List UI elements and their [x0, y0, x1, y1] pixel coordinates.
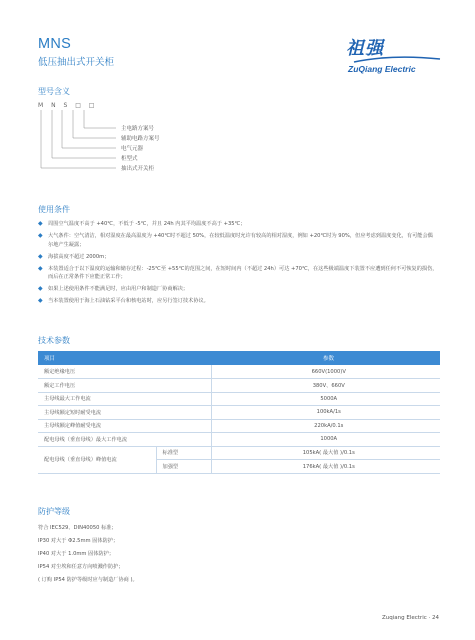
protection-text: [38, 522, 138, 587]
section-tech-title: 技术参数: [38, 336, 70, 345]
diamond-bullet-icon: ◆: [38, 297, 43, 305]
protection-line: IP30 对大于 Φ2.5mm 固体防护；: [38, 538, 119, 544]
diamond-bullet-icon: ◆: [38, 220, 43, 227]
diamond-bullet-icon: ◆: [38, 264, 43, 272]
page-footer: Zuqiang Electric · 24: [382, 615, 439, 621]
header-item: 项目: [38, 351, 211, 365]
table-row: 额定工作电压 380V、660V: [38, 379, 440, 393]
logo-mark: 祖强: [346, 38, 384, 59]
conditions-list: [38, 220, 438, 309]
logo-swoosh-icon: [352, 56, 442, 64]
diamond-bullet-icon: ◆: [38, 231, 43, 239]
page-subtitle: 低压抽出式开关柜: [38, 57, 115, 68]
list-item: ◆ 当本装置使用于海上石油钻采平台和核电站时，应另行签订技术协议。: [38, 297, 209, 305]
model-tree-diagram: [38, 110, 238, 180]
list-item: ◆ 大气条件：空气清洁，相对湿度在最高温度为 +40℃时不超过 50%，在较低温度时允许有较高的相对湿度，例如 +20℃时为 90%，但应考虑到温度变化，有可能会偶尔地产生凝露；: [38, 231, 433, 248]
tree-label-withdrawable: 抽出式开关柜: [121, 166, 155, 172]
list-item: ◆ 海拔高度不超过 2000m；: [38, 252, 110, 260]
list-item: ◆ 周围空气温度不高于 +40℃，不低于 -5℃，并且 24h 内其平均温度不高于 +35℃；: [38, 220, 246, 227]
tree-label-cabinet-type: 柜型式: [121, 156, 138, 162]
tech-params-table: [38, 351, 440, 474]
diamond-bullet-icon: ◆: [38, 285, 43, 293]
diamond-bullet-icon: ◆: [38, 252, 43, 260]
protection-line: ( 订购 IP54 防护等级时应与制造厂协商 )。: [38, 577, 138, 583]
section-model-title: 型号含义: [38, 87, 70, 96]
table-row: 配电母线（垂直母线）最大工作电流 1000A: [38, 433, 440, 447]
company-logo: [346, 34, 446, 80]
list-item: ◆ 本装置适合于以下温度的运输和储存过程：-25℃至 +55℃的范围之间，在短时间内（不超过 24h）可达 +70℃，在这些极端温度下装置不应遭到任何不可恢复的损伤，而后在正常条件下应能正常工作；: [38, 264, 438, 281]
table-header-row: [38, 351, 440, 365]
tree-label-main-scheme: 主电路方案号: [121, 126, 155, 132]
logo-text: ZuQiang Electric: [348, 64, 416, 74]
table-row: 主母线额定短时耐受电流 100kA/1s: [38, 406, 440, 420]
protection-line: IP54 对尘埃和任意方向喷溅作防护；: [38, 564, 124, 570]
section-protection-title: 防护等级: [38, 507, 70, 516]
model-code: M N S □ □: [38, 102, 98, 109]
table-row: 主母线额定峰值耐受电流 220kA/0.1s: [38, 419, 440, 433]
section-conditions-title: 使用条件: [38, 205, 70, 214]
tree-label-electrical: 电气元器: [121, 146, 144, 152]
list-item: ◆ 如果上述使用条件不能满足时，应由用户和制造厂协商解决；: [38, 285, 189, 293]
page-title: MNS: [38, 36, 72, 52]
protection-line: IP40 对大于 1.0mm 固体防护；: [38, 551, 115, 557]
tree-label-aux-scheme: 辅助电路方案号: [121, 136, 160, 142]
header-value: 参数: [211, 351, 440, 365]
table-row: 配电母线（垂直母线）峰值电流 标准型 105kA( 最大值 )/0.1s: [38, 446, 440, 460]
table-row: 加强型 176kA( 最大值 )/0.1s: [38, 460, 440, 474]
protection-line: 符合 IEC529、DIN40050 标准；: [38, 525, 117, 531]
table-row: 主母线最大工作电流 5000A: [38, 392, 440, 406]
table-row: 额定绝缘电压 660V(1000)V: [38, 365, 440, 379]
